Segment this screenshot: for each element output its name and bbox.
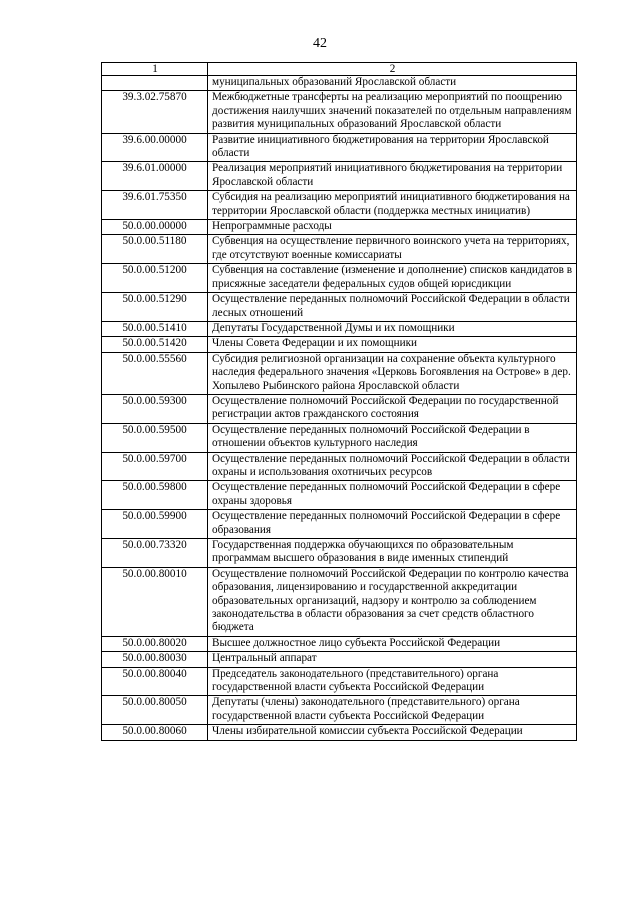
row-name: Осуществление переданных полномочий Российской Федерации в сфере образования: [208, 510, 577, 539]
row-code: 50.0.00.80060: [102, 725, 208, 740]
row-name: Председатель законодательного (представительного) органа государственной власти субъекта Российской Федерации: [208, 667, 577, 696]
row-code: 50.0.00.80030: [102, 652, 208, 667]
row-code: 50.0.00.59300: [102, 394, 208, 423]
row-name: Центральный аппарат: [208, 652, 577, 667]
table-row: [102, 725, 577, 740]
column-header-1: 1: [102, 63, 208, 76]
row-name: Субвенция на осуществление первичного воинского учета на территориях, где отсутствуют военные комиссариаты: [208, 235, 577, 264]
table-row: [102, 321, 577, 336]
row-name: Осуществление переданных полномочий Российской Федерации в области лесных отношений: [208, 293, 577, 322]
table-row: [102, 162, 577, 191]
table-row: [102, 481, 577, 510]
row-name: Члены избирательной комиссии субъекта Российской Федерации: [208, 725, 577, 740]
table-row: [102, 539, 577, 568]
row-code: 50.0.00.51200: [102, 264, 208, 293]
row-code: 39.3.02.75870: [102, 91, 208, 133]
row-code: 50.0.00.59800: [102, 481, 208, 510]
table-row: [102, 636, 577, 651]
row-name: Осуществление переданных полномочий Российской Федерации в отношении объектов культурного наследия: [208, 423, 577, 452]
row-code: 50.0.00.80020: [102, 636, 208, 651]
page-number: 42: [313, 36, 327, 51]
budget-code-table: [101, 62, 577, 741]
table-row: [102, 423, 577, 452]
row-name: Субвенция на составление (изменение и дополнение) списков кандидатов в присяжные заседатели федеральных судов общей юрисдикции: [208, 264, 577, 293]
table-row: [102, 667, 577, 696]
row-code: 50.0.00.80010: [102, 567, 208, 636]
row-code: 50.0.00.51180: [102, 235, 208, 264]
row-name: Члены Совета Федерации и их помощники: [208, 337, 577, 352]
row-name: Осуществление полномочий Российской Федерации по контролю качества образования, лицензированию и государственной аккредитации образовательных организаций, надзору и контролю за соблюдением законодательства в области образования за счет средств областного бюджета: [208, 567, 577, 636]
column-header-2: 2: [208, 63, 577, 76]
row-name: Депутаты Государственной Думы и их помощники: [208, 321, 577, 336]
table-row: [102, 394, 577, 423]
table-row: [102, 76, 577, 91]
row-code: 50.0.00.55560: [102, 352, 208, 394]
row-code: 50.0.00.51290: [102, 293, 208, 322]
row-name: Высшее должностное лицо субъекта Российской Федерации: [208, 636, 577, 651]
row-code: 50.0.00.59700: [102, 452, 208, 481]
row-code: 50.0.00.59500: [102, 423, 208, 452]
row-code: 50.0.00.80050: [102, 696, 208, 725]
row-name: Субсидия на реализацию мероприятий инициативного бюджетирования на территории Ярославской области (поддержка местных инициатив): [208, 191, 577, 220]
row-code: 39.6.00.00000: [102, 133, 208, 162]
row-code: 50.0.00.80040: [102, 667, 208, 696]
row-code: 39.6.01.75350: [102, 191, 208, 220]
table-row: [102, 264, 577, 293]
row-name: муниципальных образований Ярославской области: [208, 76, 577, 91]
table-row: [102, 652, 577, 667]
row-name: Непрограммные расходы: [208, 220, 577, 235]
table-row: [102, 452, 577, 481]
table-header-row: [102, 63, 577, 76]
table-row: [102, 337, 577, 352]
table-row: [102, 293, 577, 322]
row-name: Осуществление переданных полномочий Российской Федерации в области охраны и использования охотничьих ресурсов: [208, 452, 577, 481]
table-row: [102, 235, 577, 264]
row-name: Межбюджетные трансферты на реализацию мероприятий по поощрению достижения наилучших значений показателей по отдельным направлениям развития муниципальных образований Ярославской области: [208, 91, 577, 133]
row-code: 50.0.00.51420: [102, 337, 208, 352]
row-name: Депутаты (члены) законодательного (представительного) органа государственной власти субъекта Российской Федерации: [208, 696, 577, 725]
table-row: [102, 133, 577, 162]
row-name: Реализация мероприятий инициативного бюджетирования на территории Ярославской области: [208, 162, 577, 191]
row-name: Государственная поддержка обучающихся по образовательным программам высшего образования в виде именных стипендий: [208, 539, 577, 568]
row-name: Осуществление переданных полномочий Российской Федерации в сфере охраны здоровья: [208, 481, 577, 510]
table-row: [102, 567, 577, 636]
table-body: [102, 63, 577, 741]
table-row: [102, 352, 577, 394]
table-row: [102, 510, 577, 539]
table-row: [102, 220, 577, 235]
table-row: [102, 696, 577, 725]
row-name: Развитие инициативного бюджетирования на территории Ярославской области: [208, 133, 577, 162]
row-code: 50.0.00.73320: [102, 539, 208, 568]
table-row: [102, 91, 577, 133]
row-code: 50.0.00.00000: [102, 220, 208, 235]
row-code: 39.6.01.00000: [102, 162, 208, 191]
table-row: [102, 191, 577, 220]
row-name: Осуществление полномочий Российской Федерации по государственной регистрации актов гражданского состояния: [208, 394, 577, 423]
row-code: [102, 76, 208, 91]
row-code: 50.0.00.59900: [102, 510, 208, 539]
row-code: 50.0.00.51410: [102, 321, 208, 336]
row-name: Субсидия религиозной организации на сохранение объекта культурного наследия федерального значения «Церковь Богоявления на Острове» в дер. Хопылево Рыбинского района Ярославской области: [208, 352, 577, 394]
